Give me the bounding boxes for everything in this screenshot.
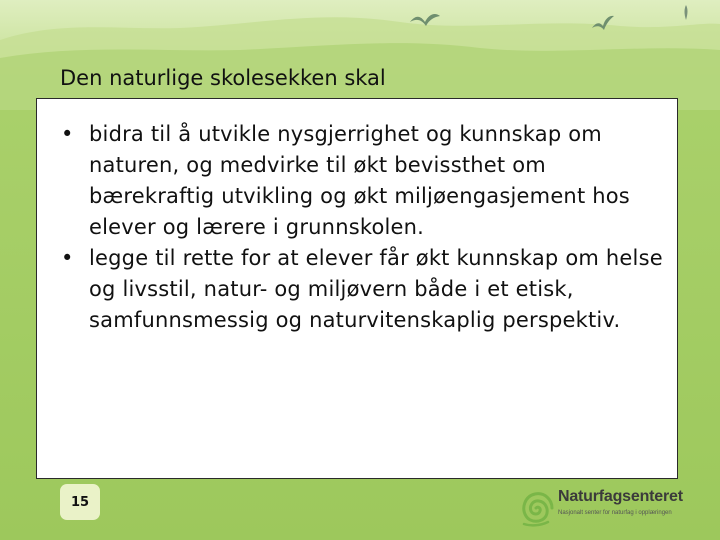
slide-title: Den naturlige skolesekken skal (60, 66, 386, 90)
bullet-item (61, 243, 673, 336)
bullet-text: bidra til å utvikle nysgjerrighet og kunnskap om naturen, og medvirke til økt bevissthet om bærekraftig utvikling og økt miljøengasjement hos elever og lærere i grunnskolen. (89, 122, 630, 239)
seagull-icon (680, 4, 692, 22)
logo-subtitle: Nasjonalt senter for naturfag i opplæringen (558, 510, 672, 516)
spiral-logo-icon (518, 488, 554, 528)
content-box (36, 98, 678, 479)
bullet-glyph: • (61, 122, 74, 146)
bullet-glyph: • (61, 246, 74, 270)
bullet-text: legge til rette for at elever får økt kunnskap om helse og livsstil, natur- og miljøvern både i et etisk, samfunnsmessig og naturvitenskaplig perspektiv. (89, 246, 663, 332)
bullet-list (61, 119, 673, 336)
seagull-icon (590, 12, 616, 34)
page-number: 15 (60, 484, 100, 520)
bullet-item (61, 119, 673, 243)
naturfagsenteret-logo (518, 486, 698, 532)
logo-name: Naturfagsenteret (558, 488, 683, 505)
seagull-icon (408, 10, 442, 32)
